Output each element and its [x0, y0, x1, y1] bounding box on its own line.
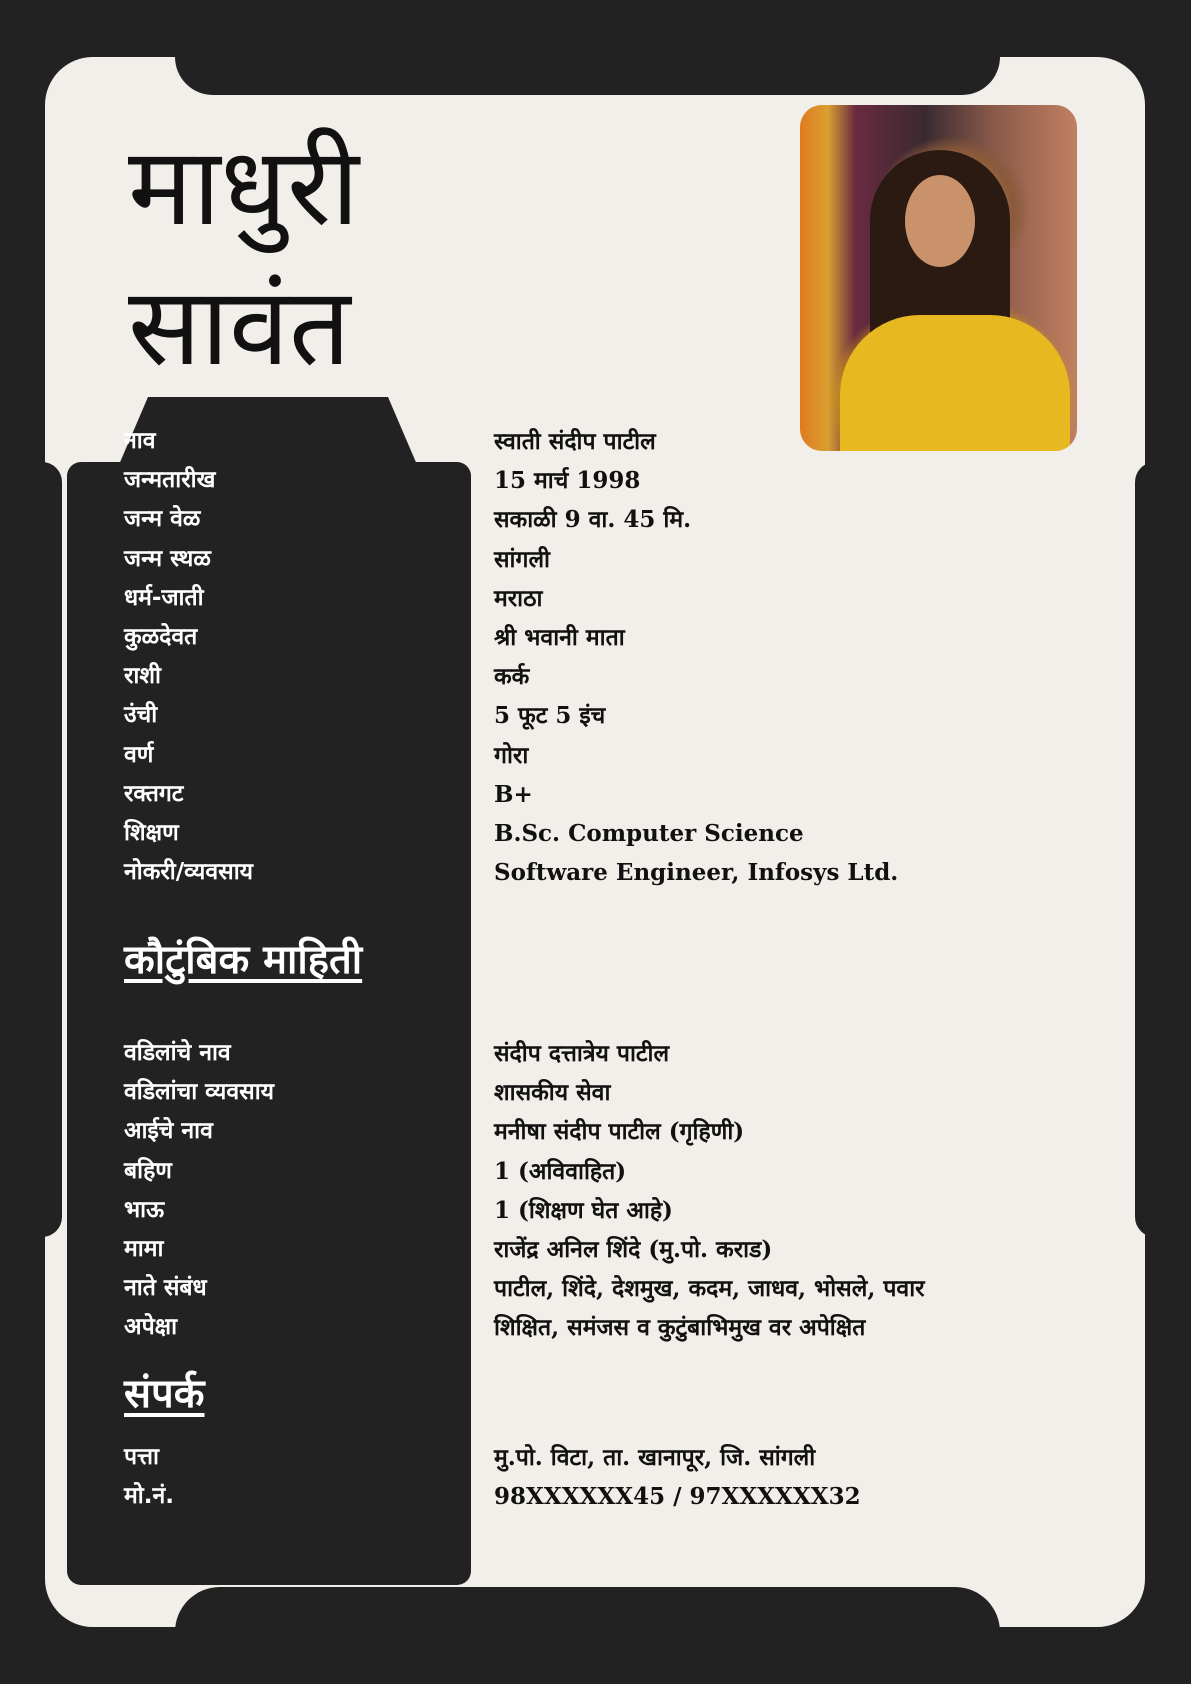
field-label: धर्म-जाती — [124, 584, 204, 611]
name-line-1: माधुरी — [128, 125, 360, 250]
field-value: मु.पो. विटा, ता. खानापूर, जि. सांगली — [494, 1444, 816, 1471]
field-label: वडिलांचा व्यवसाय — [124, 1079, 275, 1106]
field-label: शिक्षण — [124, 820, 179, 846]
field-label: जन्म वेळ — [124, 506, 201, 533]
field-value: शिक्षित, समंजस व कुटुंबाभिमुख वर अपेक्षित — [494, 1314, 866, 1342]
contact-row — [124, 1477, 1124, 1516]
family-row — [124, 1112, 1124, 1151]
personal-row — [124, 579, 1124, 618]
field-label: मो.नं. — [124, 1483, 174, 1510]
field-value: मनीषा संदीप पाटील (गृहिणी) — [494, 1118, 745, 1146]
personal-row — [124, 540, 1124, 579]
field-label: उंची — [124, 702, 158, 729]
field-label: भाऊ — [124, 1196, 165, 1223]
field-value: स्वाती संदीप पाटील — [494, 428, 656, 455]
field-value: गोरा — [494, 741, 529, 769]
top-notch — [175, 57, 1000, 95]
field-label: मामा — [124, 1236, 164, 1262]
family-row — [124, 1308, 1124, 1347]
field-value: पाटील, शिंदे, देशमुख, कदम, जाधव, भोसले, पवार — [494, 1275, 925, 1303]
family-row — [124, 1073, 1124, 1112]
field-label: नाव — [124, 428, 156, 454]
personal-row — [124, 422, 1124, 461]
contact-heading: संपर्क — [124, 1371, 205, 1417]
field-value: शासकीय सेवा — [494, 1079, 611, 1107]
field-label: वडिलांचे नाव — [124, 1040, 231, 1066]
family-row — [124, 1152, 1124, 1191]
family-row — [124, 1034, 1124, 1073]
field-label: पत्ता — [124, 1444, 159, 1470]
personal-row — [124, 461, 1124, 500]
personal-row — [124, 814, 1124, 853]
field-value: सकाळी 9 वा. 45 मि. — [494, 506, 692, 534]
field-label: वर्ण — [124, 741, 154, 768]
family-row — [124, 1230, 1124, 1269]
field-label: बहिण — [124, 1157, 172, 1184]
field-label: रक्तगट — [124, 780, 184, 807]
field-value: 1 (शिक्षण घेत आहे) — [494, 1196, 673, 1224]
field-label: आईचे नाव — [124, 1118, 213, 1145]
personal-row — [124, 775, 1124, 814]
personal-row — [124, 618, 1124, 657]
right-notch — [1135, 462, 1155, 1237]
field-value: मराठा — [494, 584, 543, 612]
personal-row — [124, 657, 1124, 696]
field-value: 15 मार्च 1998 — [494, 467, 641, 495]
personal-row — [124, 500, 1124, 539]
field-value: सांगली — [494, 545, 551, 573]
field-label: अपेक्षा — [124, 1314, 178, 1341]
field-label: नोकरी/व्यवसाय — [124, 859, 253, 886]
field-label: जन्म स्थळ — [124, 545, 211, 572]
field-value: संदीप दत्तात्रेय पाटील — [494, 1040, 670, 1067]
candidate-name — [128, 118, 359, 398]
field-value: B+ — [494, 780, 533, 808]
field-value: राजेंद्र अनिल शिंदे (मु.पो. कराड) — [494, 1236, 773, 1263]
family-heading: कौटुंबिक माहिती — [124, 937, 363, 983]
field-label: जन्मतारीख — [124, 467, 216, 494]
left-notch — [40, 462, 62, 1237]
field-value: 1 (अविवाहित) — [494, 1157, 627, 1185]
personal-row — [124, 853, 1124, 892]
field-value: कर्क — [494, 663, 530, 691]
field-label: नाते संबंध — [124, 1275, 207, 1302]
field-value: Software Engineer, Infosys Ltd. — [494, 859, 899, 887]
field-value: श्री भवानी माता — [494, 624, 625, 651]
bottom-notch — [175, 1587, 1000, 1632]
field-label: राशी — [124, 663, 161, 690]
field-value: 5 फूट 5 इंच — [494, 702, 606, 730]
family-row — [124, 1269, 1124, 1308]
field-label: कुळदेवत — [124, 624, 198, 650]
personal-row — [124, 736, 1124, 775]
contact-row — [124, 1438, 1124, 1477]
name-line-2: सावंत — [128, 265, 351, 390]
field-value: B.Sc. Computer Science — [494, 820, 804, 847]
field-value: 98XXXXXX45 / 97XXXXXX32 — [494, 1483, 861, 1511]
profile-photo — [800, 105, 1077, 451]
family-row — [124, 1191, 1124, 1230]
personal-row — [124, 696, 1124, 735]
